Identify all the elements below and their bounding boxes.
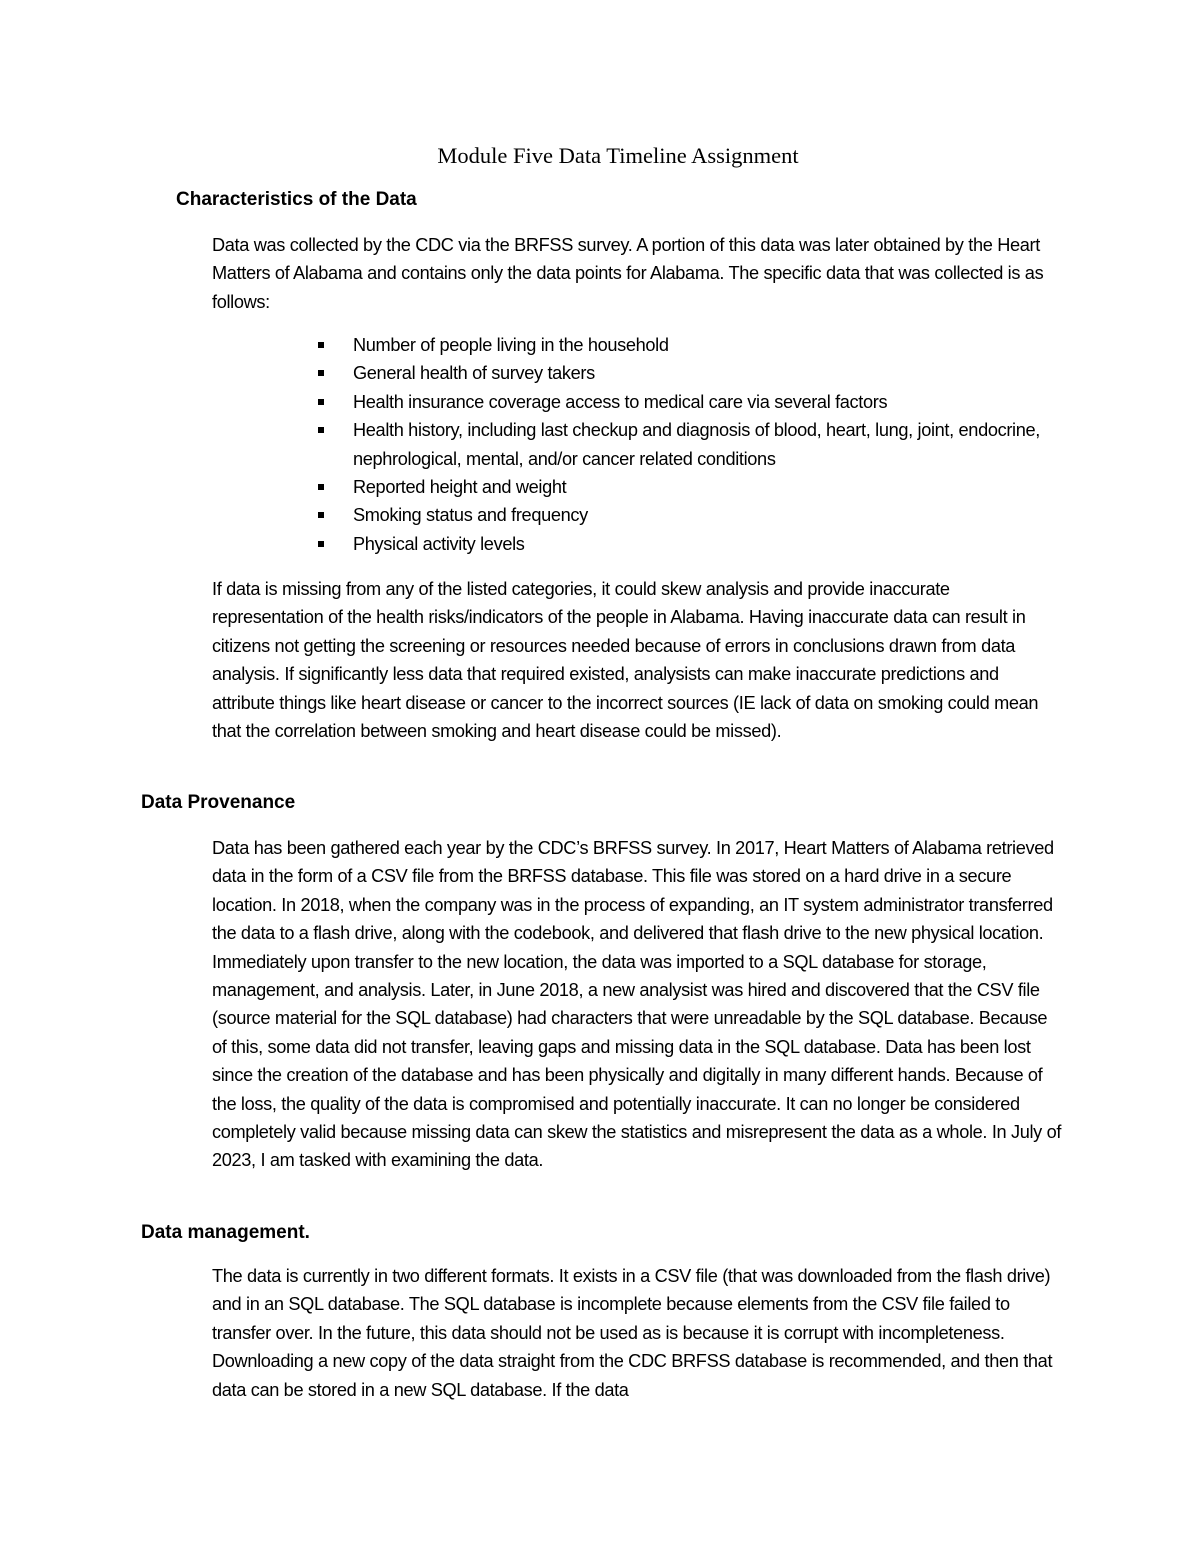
square-bullet-icon [318,484,324,490]
list-item [314,530,1054,558]
section-heading-characteristics: Characteristics of the Data [176,189,417,210]
paragraph-management: The data is currently in two different formats. It exists in a CSV file (that was downloaded from the flash drive) and in an SQL database. The SQL database is incomplete because elements from the CSV file failed to transfer over. In the future, this data should not be used as is because it is corrupt with incompleteness. Downloading a new copy of the data straight from the CDC BRFSS database is recommended, and then that data can be stored in a new SQL database. If the data [212,1266,1053,1400]
square-bullet-icon [318,541,324,547]
paragraph-provenance: Data has been gathered each year by the CDC’s BRFSS survey. In 2017, Heart Matters of Alabama retrieved data in the form of a CSV file from the BRFSS database. This file was stored on a hard drive in a secure location. In 2018, when the company was in the process of expanding, an IT system administrator transferred the data to a flash drive, along with the codebook, and delivered that flash drive to the new physical location. Immediately upon transfer to the new location, the data was imported to a SQL database for storage, management, and analysis. Later, in June 2018, a new analysist was hired and discovered that the CSV file (source material for the SQL database) had characters that were unreadable by the SQL database. Because of this, some data did not transfer, leaving gaps and missing data in the SQL database. Data has been lost since the creation of the database and has been physically and digitally in many different hands. Because of the loss, the quality of the data is compromised and potentially inaccurate. It can no longer be considered completely valid because missing data can skew the statistics and misrepresent the data as a whole. In July of 2023, I am tasked with examining the data. [212,838,1062,1171]
list-item-text: Physical activity levels [353,533,525,554]
list-item [314,359,1054,387]
page-title: Module Five Data Timeline Assignment [437,143,799,168]
list-item-text: Smoking status and frequency [353,505,588,526]
data-points-list [314,331,1054,558]
paragraph-missing-data-impact: If data is missing from any of the listed categories, it could skew analysis and provide inaccurate representation of the health risks/indicators of the people in Alabama. Having inaccurate data can result in citizens not getting the screening or resources needed because of errors in conclusions drawn from data analysis. If significantly less data that required existed, analysists can make inaccurate predictions and attribute things like heart disease or cancer to the incorrect sources (IE lack of data on smoking could mean that the correlation between smoking and heart disease could be missed). [212,579,1039,742]
list-item-text: Number of people living in the household [353,335,669,355]
square-bullet-icon [318,399,324,405]
square-bullet-icon [318,370,324,376]
list-item [314,501,1054,529]
list-item-text: Health insurance coverage access to medical care via several factors [353,391,888,412]
paragraph-data-collection: Data was collected by the CDC via the BRFSS survey. A portion of this data was later obtained by the Heart Matters of Alabama and contains only the data points for Alabama. The specific data that was collected is as follows: [212,235,1044,312]
list-item [314,473,1054,501]
section-heading-management: Data management. [141,1222,310,1243]
list-item [314,331,1054,359]
list-item [314,388,1054,416]
list-item-text: General health of survey takers [353,363,595,384]
square-bullet-icon [318,512,324,518]
square-bullet-icon [318,342,324,348]
list-item [314,416,1054,473]
section-heading-provenance: Data Provenance [141,792,296,813]
square-bullet-icon [318,427,324,433]
list-item-text: Health history, including last checkup and diagnosis of blood, heart, lung, joint, endocrine, nephrological, mental, and/or cancer related conditions [353,420,1040,469]
list-item-text: Reported height and weight [353,477,567,498]
